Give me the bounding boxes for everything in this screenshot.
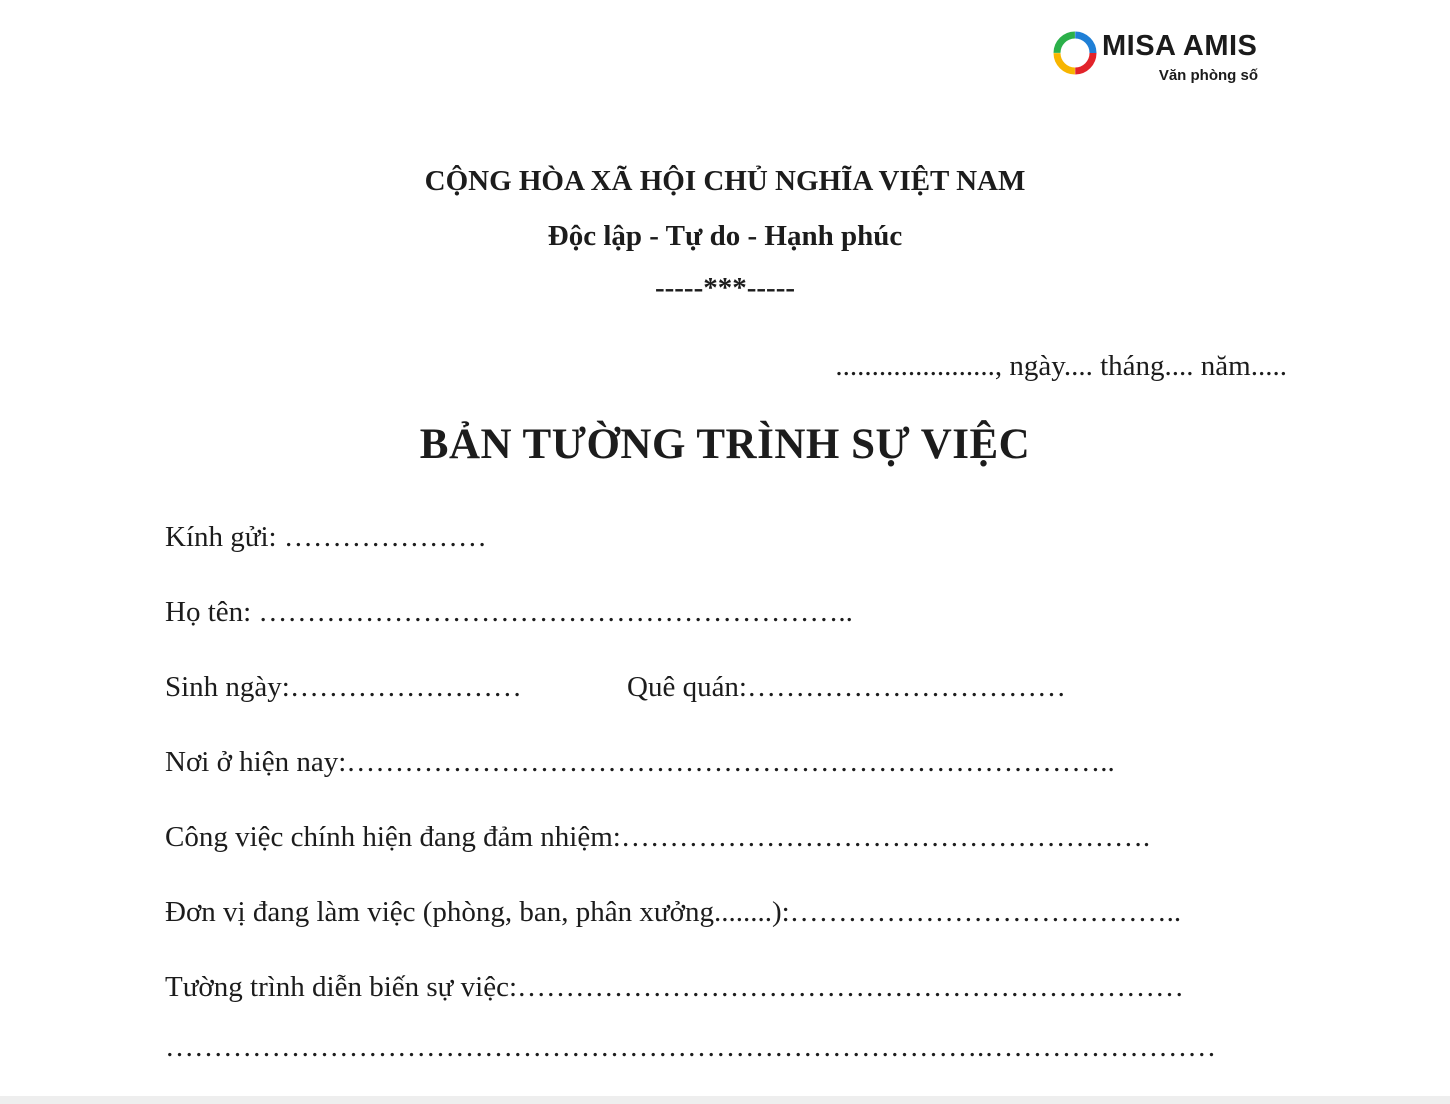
full-name-field: Họ tên: …………………………………………………….. <box>165 596 853 628</box>
national-motto: Độc lập - Tự do - Hạnh phúc <box>547 220 903 252</box>
incident-field: Tường trình diễn biến sự việc:…………………………………………………………… <box>165 971 1185 1003</box>
page-bottom-edge <box>0 1096 1450 1104</box>
residence-field: Nơi ở hiện nay:…………………………………………………………………….. <box>165 746 1115 778</box>
document-title: BẢN TƯỜNG TRÌNH SỰ VIỆC <box>419 421 1031 468</box>
main-job-field: Công việc chính hiện đang đảm nhiệm:………………………………………………. <box>165 821 1151 853</box>
misa-amis-logo-icon <box>1052 30 1098 76</box>
logo-name: MISA AMIS <box>1102 30 1258 62</box>
birth-date-field: Sinh ngày:…………………… <box>165 671 522 703</box>
recipient-field: Kính gửi: ………………… <box>165 521 487 553</box>
incident-continuation-line: ………………………………………………………………………….…………………… <box>165 1031 1217 1063</box>
misa-amis-logo <box>1052 30 1262 90</box>
logo-tagline: Văn phòng số <box>1158 67 1258 84</box>
header-separator: -----***----- <box>654 272 796 304</box>
hometown-field: Quê quán:…………………………… <box>627 671 1066 703</box>
place-date-line: ......................, ngày.... tháng.... năm..... <box>835 350 1287 382</box>
national-title: CỘNG HÒA XÃ HỘI CHỦ NGHĨA VIỆT NAM <box>424 165 1026 197</box>
work-unit-field: Đơn vị đang làm việc (phòng, ban, phân xưởng........):………………………………….. <box>165 896 1182 928</box>
